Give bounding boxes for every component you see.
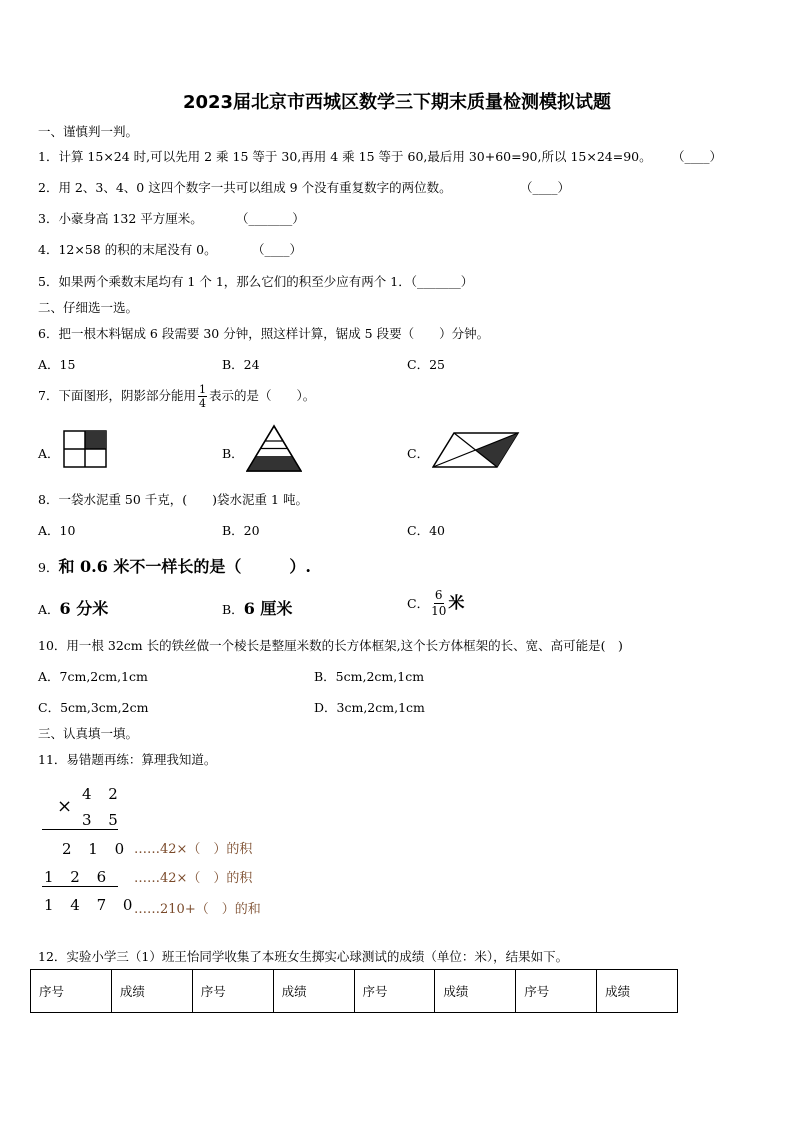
question-number: 5． bbox=[38, 274, 59, 289]
question-number: 11． bbox=[38, 752, 67, 767]
option-b[interactable]: B．20 bbox=[222, 523, 260, 538]
question-12 bbox=[38, 947, 568, 965]
option-b[interactable]: B． bbox=[222, 446, 244, 461]
table-header-cell: 序号 bbox=[354, 970, 435, 1013]
option-b[interactable]: B．5cm,2cm,1cm bbox=[314, 669, 425, 684]
question-number: 7． bbox=[38, 388, 59, 403]
calc-note-3: ……210+（ ）的和 bbox=[134, 902, 261, 917]
option-label: B． bbox=[222, 602, 244, 617]
table-header-cell: 序号 bbox=[516, 970, 597, 1013]
question-number: 10． bbox=[38, 638, 67, 653]
question-number: 9． bbox=[38, 560, 59, 575]
option-d[interactable]: D．3cm,2cm,1cm bbox=[314, 700, 425, 715]
option-b[interactable]: B．24 bbox=[222, 357, 260, 372]
table-header-cell: 成绩 bbox=[435, 970, 516, 1013]
section-heading-1: 一、谨慎判一判。 bbox=[38, 124, 139, 139]
table-header-cell: 成绩 bbox=[273, 970, 354, 1013]
question-9 bbox=[38, 554, 311, 577]
question-4 bbox=[38, 240, 217, 258]
calc-product: 1 4 7 0 bbox=[44, 896, 139, 914]
calc-note-2: ……42×（ ）的积 bbox=[134, 871, 253, 886]
answer-blank-1[interactable]: （____） bbox=[672, 149, 723, 164]
answer-blank-3[interactable]: （_______） bbox=[236, 211, 305, 226]
question-8 bbox=[38, 490, 308, 508]
fraction bbox=[198, 383, 207, 410]
answer-blank-4[interactable]: （____） bbox=[252, 242, 303, 257]
question-text: 小豪身高 132 平方厘米。 bbox=[58, 211, 203, 226]
option-a[interactable]: A． bbox=[38, 446, 60, 461]
option-a[interactable] bbox=[38, 596, 108, 619]
question-number: 4． bbox=[38, 242, 59, 257]
table-header-cell: 序号 bbox=[192, 970, 273, 1013]
table-header-cell: 成绩 bbox=[111, 970, 192, 1013]
option-label: A． bbox=[38, 602, 60, 617]
page-title: 2023届北京市西城区数学三下期末质量检测模拟试题 bbox=[182, 92, 612, 113]
figure-c-parallelogram bbox=[432, 431, 520, 469]
option-unit: 米 bbox=[448, 593, 465, 612]
times-icon: × bbox=[57, 796, 73, 817]
option-label: C． bbox=[407, 596, 430, 611]
question-6 bbox=[38, 324, 489, 342]
fraction-numerator: 6 bbox=[434, 588, 443, 602]
question-3 bbox=[38, 209, 203, 227]
question-2 bbox=[38, 178, 452, 196]
question-text: 用 2、3、4、0 这四个数字一共可以组成 9 个没有重复数字的两位数。 bbox=[58, 180, 452, 195]
question-11 bbox=[38, 750, 216, 768]
question-number: 12． bbox=[38, 949, 67, 964]
option-a[interactable]: A．7cm,2cm,1cm bbox=[38, 669, 148, 684]
question-number: 8． bbox=[38, 492, 59, 507]
table-header-cell: 成绩 bbox=[597, 970, 678, 1013]
question-7 bbox=[38, 383, 315, 410]
calc-note-1: ……42×（ ）的积 bbox=[134, 842, 253, 857]
option-text: 6 分米 bbox=[59, 599, 109, 618]
calc-partial-2: 1 2 6 bbox=[44, 868, 113, 886]
question-number: 3． bbox=[38, 211, 59, 226]
calc-multiplier: 3 5 bbox=[82, 811, 124, 829]
question-number: 1． bbox=[38, 149, 59, 164]
question-text: 12×58 的积的末尾没有 0。 bbox=[58, 242, 217, 257]
option-c[interactable]: C．25 bbox=[407, 357, 445, 372]
answer-blank-2[interactable]: （____） bbox=[520, 180, 571, 195]
score-table bbox=[30, 969, 678, 1013]
option-b[interactable] bbox=[222, 596, 292, 619]
question-text: 和 0.6 米不一样长的是（ ）. bbox=[58, 557, 312, 576]
option-text: 6 厘米 bbox=[243, 599, 293, 618]
calc-partial-1: 2 1 0 bbox=[62, 840, 131, 858]
question-10 bbox=[38, 636, 623, 654]
calc-rule-1 bbox=[42, 829, 118, 830]
fraction-denominator: 10 bbox=[431, 604, 447, 618]
question-text: 计算 15×24 时,可以先用 2 乘 15 等于 30,再用 4 乘 15 等于 60,最后用 30+60=90,所以 15×24=90。 bbox=[58, 149, 652, 164]
fraction bbox=[431, 588, 446, 619]
option-c[interactable]: C．5cm,3cm,2cm bbox=[38, 700, 149, 715]
question-text: 易错题再练：算理我知道。 bbox=[66, 752, 217, 767]
section-heading-2: 二、仔细选一选。 bbox=[38, 300, 139, 315]
fraction-denominator: 4 bbox=[198, 397, 206, 410]
question-number: 6． bbox=[38, 326, 59, 341]
question-text: 下面图形，阴影部分能用 bbox=[58, 388, 196, 403]
table-row bbox=[31, 970, 678, 1013]
question-5 bbox=[38, 272, 473, 290]
question-text-tail: 表示的是（ ）。 bbox=[208, 388, 316, 403]
question-number: 2． bbox=[38, 180, 59, 195]
option-c[interactable]: C． bbox=[407, 446, 430, 461]
question-text: 把一根木料锯成 6 段需要 30 分钟，照这样计算，锯成 5 段要（ ）分钟。 bbox=[58, 326, 490, 341]
option-a[interactable]: A．10 bbox=[38, 523, 76, 538]
fraction-numerator: 1 bbox=[198, 383, 206, 396]
question-1 bbox=[38, 147, 652, 165]
calc-multiplicand: 4 2 bbox=[82, 785, 124, 803]
question-text: 如果两个乘数末尾均有 1 个 1，那么它们的积至少应有两个 1．（_______） bbox=[58, 274, 474, 289]
question-text: 用一根 32cm 长的铁丝做一个棱长是整厘米数的长方体框架,这个长方体框架的长、宽、高可能是( ) bbox=[66, 638, 623, 653]
option-c[interactable] bbox=[407, 588, 464, 619]
option-a[interactable]: A．15 bbox=[38, 357, 76, 372]
table-header-cell: 序号 bbox=[31, 970, 112, 1013]
option-c[interactable]: C．40 bbox=[407, 523, 445, 538]
section-heading-3: 三、认真填一填。 bbox=[38, 726, 139, 741]
figure-a-grid bbox=[63, 430, 107, 468]
question-text: 一袋水泥重 50 千克，( )袋水泥重 1 吨。 bbox=[58, 492, 308, 507]
question-text: 实验小学三（1）班王怡同学收集了本班女生掷实心球测试的成绩（单位：米），结果如下。 bbox=[66, 949, 569, 964]
calc-rule-2 bbox=[42, 886, 118, 887]
figure-b-triangle bbox=[246, 424, 302, 473]
